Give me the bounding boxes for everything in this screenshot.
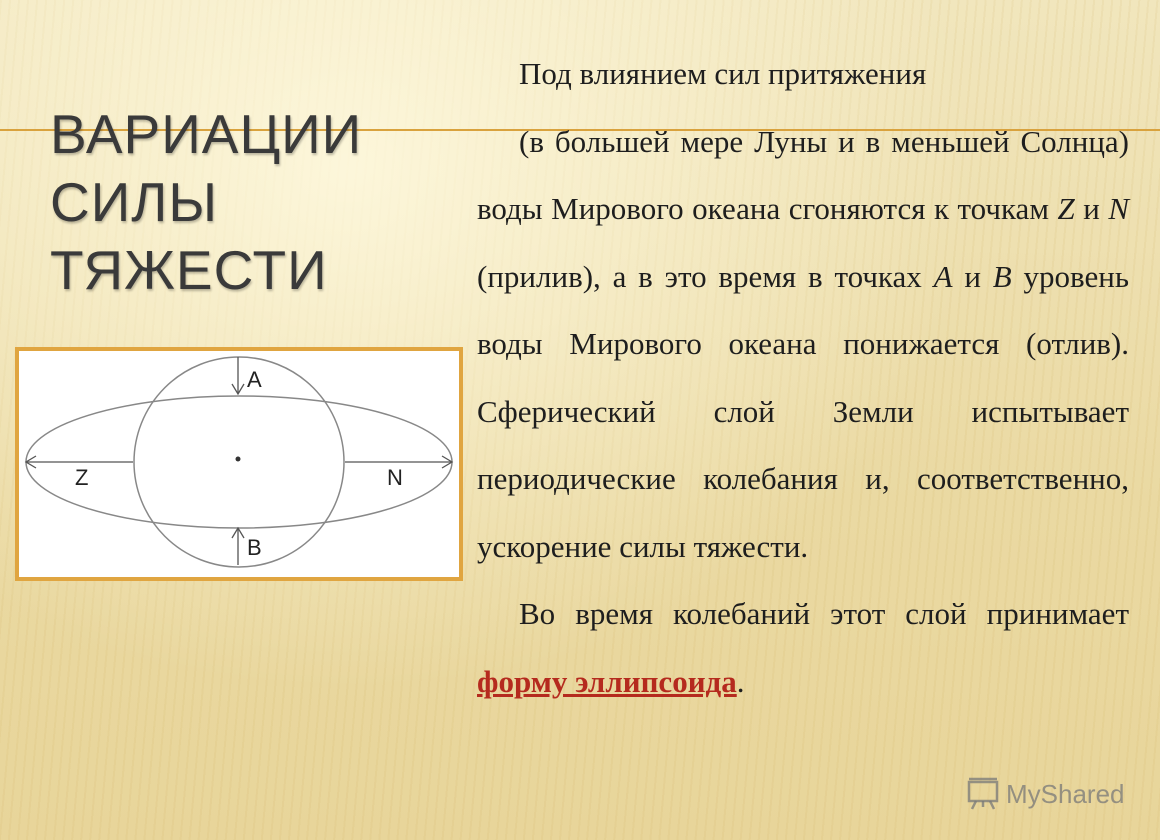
point-n: N xyxy=(1108,191,1129,226)
title-line-2: СИЛЫ xyxy=(50,171,219,233)
point-b: B xyxy=(992,258,1012,294)
p1-part-1: (в большей мере Луны и в меньшей Солнца) воды Мирового океана сгоняются к точкам xyxy=(477,123,1129,226)
p1-and-1: и xyxy=(1074,191,1109,226)
p2-end: . xyxy=(736,663,745,699)
title-line-3: ТЯЖЕСТИ xyxy=(50,239,328,301)
ellipsoid-link[interactable]: форму эллипсоида xyxy=(477,663,737,699)
title-line-1: ВАРИАЦИИ xyxy=(50,103,363,165)
label-a: A xyxy=(247,367,262,392)
p2-part-1: Во время колебаний этот слой принимает xyxy=(519,596,1129,631)
point-z: Z xyxy=(1057,191,1075,226)
presentation-board-icon xyxy=(966,777,1000,811)
p1-and-2: и xyxy=(952,258,993,294)
label-z: Z xyxy=(75,465,89,490)
watermark-text: MyShared xyxy=(1006,778,1125,809)
earth-circle xyxy=(134,357,344,567)
center-point xyxy=(236,457,241,462)
slide-title xyxy=(50,100,362,304)
label-b: B xyxy=(247,535,262,560)
tide-diagram xyxy=(15,347,463,581)
p1-part-3: уровень воды Мирового океана понижается (отлив). Сферический слой Земли испытывает периодические колебания и, соответственно, ускорение силы тяжести. xyxy=(477,258,1129,564)
point-a: A xyxy=(933,258,953,294)
body-text xyxy=(477,40,1129,715)
body-line-1: Под влиянием сил притяжения xyxy=(519,56,927,91)
label-n: N xyxy=(387,465,403,490)
body-paragraph-1 xyxy=(477,108,1129,581)
p1-part-2: (прилив), а в это время в точках xyxy=(477,258,934,294)
tide-diagram-svg xyxy=(19,351,459,577)
body-paragraph-2 xyxy=(477,580,1129,715)
watermark xyxy=(966,774,1125,814)
